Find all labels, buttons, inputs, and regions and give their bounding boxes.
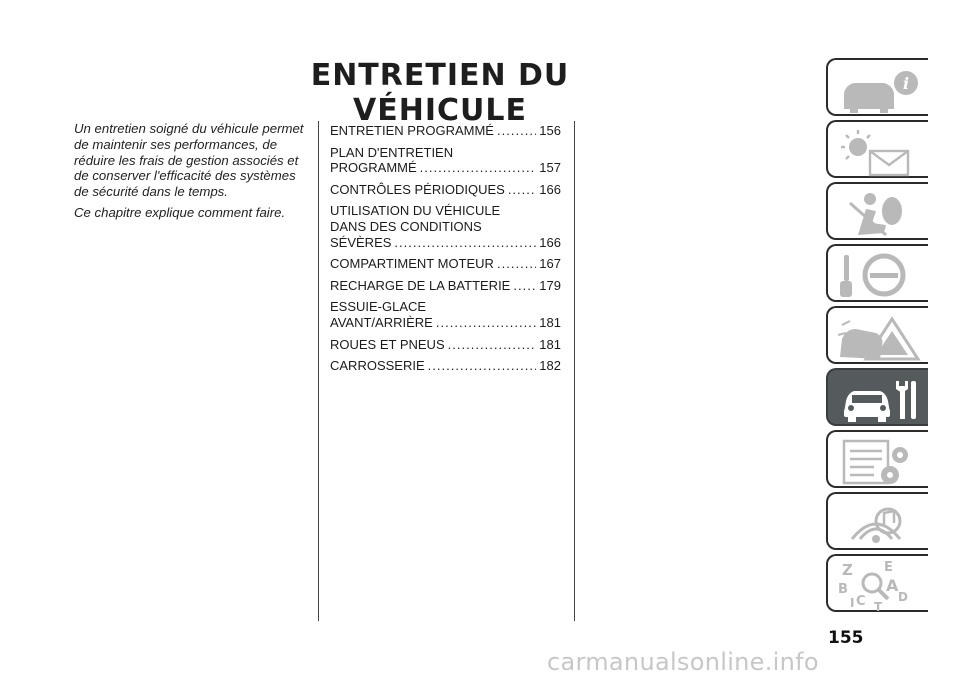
svg-text:I: I <box>850 596 855 610</box>
tab-steering-wheel[interactable] <box>826 244 928 302</box>
column-divider <box>318 121 319 621</box>
toc-dot-leader <box>448 337 537 353</box>
toc-entry[interactable] <box>330 182 561 198</box>
toc-entry-label: CONTRÔLES PÉRIODIQUES <box>330 181 505 197</box>
toc-entry-label: CARROSSERIE <box>330 358 425 374</box>
intro-paragraph: Ce chapitre explique comment faire. <box>74 204 286 220</box>
tab-technical-data[interactable] <box>826 430 928 488</box>
toc-dot-leader <box>420 160 537 176</box>
toc-entry-label: COMPARTIMENT MOTEUR <box>330 256 494 272</box>
toc-dot-leader <box>497 123 536 139</box>
column-divider <box>574 121 575 621</box>
svg-text:D: D <box>898 590 908 604</box>
toc-entry-page: 166 <box>539 181 561 197</box>
toc-dot-leader <box>513 278 536 294</box>
multimedia-icon <box>836 499 922 549</box>
tab-safety-airbag[interactable] <box>826 182 928 240</box>
toc-entry[interactable] <box>330 299 561 330</box>
toc-entry-page: 179 <box>539 277 561 293</box>
toc-entry-page: 166 <box>539 234 561 250</box>
toc-entry-label: ROUES ET PNEUS <box>330 336 445 352</box>
emergency-breakdown-icon <box>836 313 922 363</box>
svg-text:T: T <box>874 600 883 611</box>
tab-emergency-breakdown[interactable] <box>826 306 928 364</box>
technical-data-icon <box>836 437 922 487</box>
toc-entry-label: RECHARGE DE LA BATTERIE <box>330 277 511 293</box>
toc-entry[interactable] <box>330 123 561 139</box>
alphabetical-index-icon <box>836 561 922 611</box>
chapter-tabs <box>826 58 928 616</box>
table-of-contents <box>330 123 561 380</box>
toc-entry-label-line: DANS DES CONDITIONS <box>330 218 482 234</box>
safety-airbag-icon <box>836 189 922 239</box>
toc-entry-page: 156 <box>539 123 561 138</box>
toc-entry[interactable] <box>330 145 561 176</box>
svg-text:C: C <box>856 594 866 609</box>
toc-dot-leader <box>394 235 536 251</box>
intro-paragraph: Un entretien soigné du véhicule permet de maintenir ses performances, de réduire les frais de gestion associés et de conserver l'efficacité des systèmes de sécurité dans le temps. <box>74 121 304 200</box>
toc-entry[interactable] <box>330 358 561 374</box>
toc-entry[interactable] <box>330 256 561 272</box>
car-maintenance-icon <box>836 375 922 425</box>
toc-entry-label-line: PLAN D'ENTRETIEN <box>330 144 454 160</box>
toc-entry-page: 167 <box>539 256 561 272</box>
toc-entry[interactable] <box>330 203 561 250</box>
svg-text:B: B <box>838 582 848 597</box>
toc-entry-label: SÉVÈRES <box>330 234 392 250</box>
tab-alphabetical-index[interactable] <box>826 554 928 612</box>
steering-wheel-icon <box>836 251 922 301</box>
toc-entry[interactable] <box>330 278 561 294</box>
toc-entry[interactable] <box>330 337 561 353</box>
toc-entry-label-line: ESSUIE-GLACE <box>330 299 427 315</box>
svg-text:i: i <box>903 74 910 93</box>
toc-entry-page: 181 <box>539 336 561 352</box>
toc-entry-label-line: UTILISATION DU VÉHICULE <box>330 203 501 219</box>
tab-multimedia[interactable] <box>826 492 928 550</box>
toc-dot-leader <box>436 315 536 331</box>
toc-dot-leader <box>508 182 536 198</box>
tab-car-maintenance[interactable] <box>826 368 928 426</box>
toc-dot-leader <box>428 358 537 374</box>
toc-entry-page: 181 <box>539 314 561 330</box>
car-info-icon <box>836 65 922 115</box>
chapter-intro <box>74 121 306 226</box>
svg-text:A: A <box>886 576 899 595</box>
page-title: ENTRETIEN DU VÉHICULE <box>310 58 570 128</box>
toc-dot-leader <box>497 256 536 272</box>
toc-entry-page: 182 <box>539 358 561 374</box>
svg-text:Z: Z <box>842 561 853 579</box>
toc-entry-label: AVANT/ARRIÈRE <box>330 314 433 330</box>
toc-entry-label: ENTRETIEN PROGRAMMÉ <box>330 123 494 138</box>
tab-warning-lights[interactable] <box>826 120 928 178</box>
tab-car-info[interactable] <box>826 58 928 116</box>
warning-lights-icon <box>836 127 922 177</box>
toc-entry-label: PROGRAMMÉ <box>330 160 417 176</box>
watermark: carmanualsonline.info <box>547 648 819 676</box>
svg-text:E: E <box>884 561 893 575</box>
toc-entry-page: 157 <box>539 160 561 176</box>
page-number: 155 <box>828 628 864 648</box>
